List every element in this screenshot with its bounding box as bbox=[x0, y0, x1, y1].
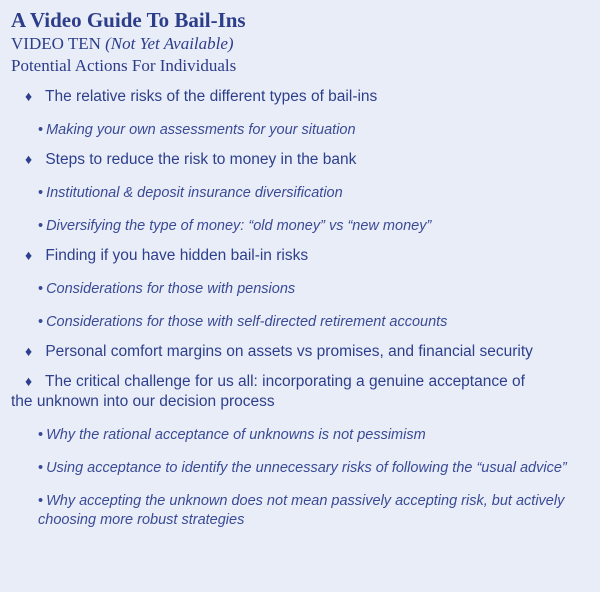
dot-bullet-icon: • bbox=[38, 314, 44, 330]
topic-list bbox=[11, 86, 590, 530]
dot-bullet-icon: • bbox=[38, 427, 44, 443]
dot-bullet-icon: • bbox=[38, 493, 44, 509]
subtopic-text: Why accepting the unknown does not mean passively accepting risk, but actively bbox=[46, 493, 565, 509]
subtopic-list bbox=[11, 426, 590, 530]
topic-item bbox=[11, 341, 590, 362]
topic-item bbox=[11, 86, 590, 140]
diamond-bullet-icon: ♦ bbox=[25, 343, 33, 359]
topic-line bbox=[11, 86, 590, 107]
subtopic-list bbox=[11, 184, 590, 236]
topic-text: The relative risks of the different types of bail-ins bbox=[45, 88, 378, 105]
topic-item bbox=[11, 149, 590, 236]
subtopic-list bbox=[11, 280, 590, 332]
dot-bullet-icon: • bbox=[38, 185, 44, 201]
video-number: VIDEO TEN bbox=[11, 34, 101, 53]
topic-line bbox=[11, 371, 590, 412]
subtopic-text: Considerations for those with self-directed retirement accounts bbox=[46, 314, 448, 330]
subtopic-item bbox=[11, 184, 590, 203]
dot-bullet-icon: • bbox=[38, 218, 44, 234]
diamond-bullet-icon: ♦ bbox=[25, 88, 33, 104]
subtopic-item bbox=[11, 426, 590, 445]
diamond-bullet-icon: ♦ bbox=[25, 373, 33, 389]
topic-text: Personal comfort margins on assets vs promises, and financial security bbox=[45, 343, 533, 360]
topic-text-continued: the unknown into our decision process bbox=[11, 393, 275, 410]
topic-line bbox=[11, 341, 590, 362]
subtopic-text-continued: choosing more robust strategies bbox=[38, 512, 245, 528]
subtopic-text: Institutional & deposit insurance diversification bbox=[46, 185, 343, 201]
subtopic-item bbox=[11, 217, 590, 236]
subtopic-item bbox=[11, 121, 590, 140]
page-title: A Video Guide To Bail-Ins bbox=[11, 8, 246, 32]
topic-line bbox=[11, 245, 590, 266]
subtopic-text: Making your own assessments for your situation bbox=[46, 122, 356, 138]
subtopic-item bbox=[11, 459, 590, 478]
topic-text: Steps to reduce the risk to money in the bank bbox=[45, 151, 357, 168]
subtopic-text: Diversifying the type of money: “old money” vs “new money” bbox=[46, 218, 432, 234]
subtopic-item bbox=[11, 492, 590, 530]
video-label bbox=[11, 33, 590, 55]
subtopic-item bbox=[11, 313, 590, 332]
topic-text: The critical challenge for us all: incorporating a genuine acceptance of bbox=[45, 373, 525, 390]
topic-line bbox=[11, 149, 590, 170]
topic-item bbox=[11, 245, 590, 332]
dot-bullet-icon: • bbox=[38, 281, 44, 297]
video-status: (Not Yet Available) bbox=[105, 34, 234, 53]
diamond-bullet-icon: ♦ bbox=[25, 151, 33, 167]
subtopic-list bbox=[11, 121, 590, 140]
subtopic-item bbox=[11, 280, 590, 299]
subtopic-text: Using acceptance to identify the unnecessary risks of following the “usual advice” bbox=[46, 460, 567, 476]
dot-bullet-icon: • bbox=[38, 460, 44, 476]
subtopic-text: Why the rational acceptance of unknowns is not pessimism bbox=[46, 427, 426, 443]
topic-text: Finding if you have hidden bail-in risks bbox=[45, 247, 309, 264]
section-title: Potential Actions For Individuals bbox=[11, 56, 237, 75]
topic-item bbox=[11, 371, 590, 530]
diamond-bullet-icon: ♦ bbox=[25, 247, 33, 263]
dot-bullet-icon: • bbox=[38, 122, 44, 138]
subtopic-text: Considerations for those with pensions bbox=[46, 281, 296, 297]
